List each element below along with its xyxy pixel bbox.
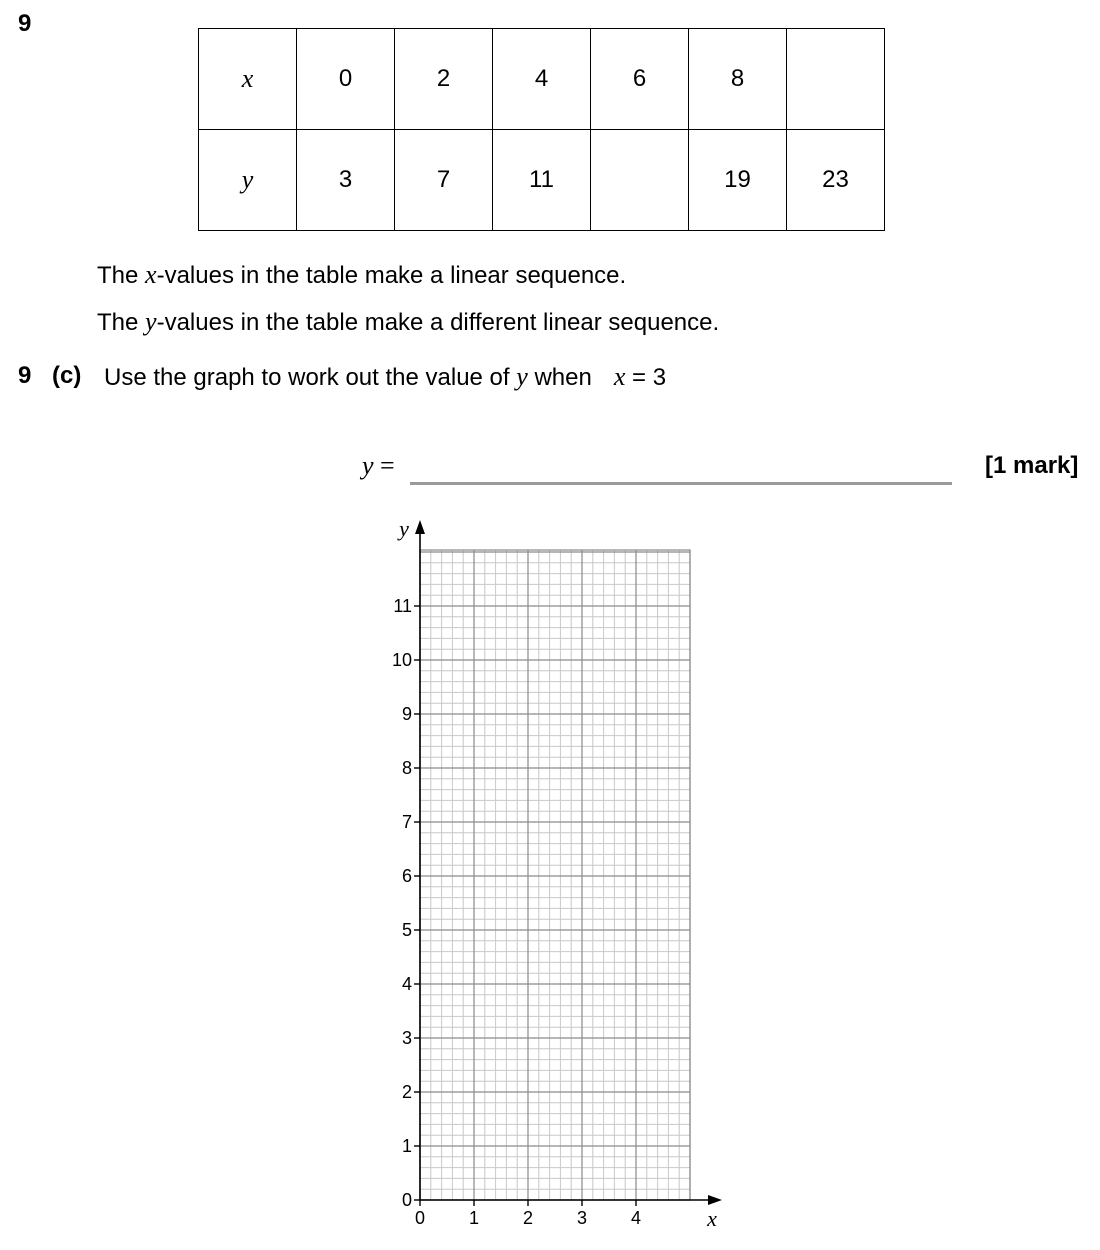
table-cell: 8	[689, 29, 787, 130]
part-question	[104, 362, 666, 392]
statement-y-values	[97, 307, 719, 337]
equals-sign: =	[373, 451, 395, 480]
table-cell-blank	[787, 29, 885, 130]
question-number: 9	[18, 10, 32, 37]
table-row-x	[199, 29, 885, 130]
y-tick-label: 1	[401, 1136, 412, 1156]
table-row-y	[199, 130, 885, 231]
variable-y: y	[145, 307, 157, 336]
variable-y: y	[516, 362, 528, 391]
statement-text: -values in the table make a different linear sequence.	[156, 309, 720, 336]
y-tick-label: 3	[401, 1028, 412, 1048]
table-cell: 3	[297, 130, 395, 231]
table-cell-blank	[591, 130, 689, 231]
table-cell: 11	[493, 130, 591, 231]
x-tick-label: 1	[468, 1208, 480, 1228]
statement-text: The	[97, 309, 146, 336]
x-tick-label: 0	[414, 1208, 426, 1228]
y-tick-label: 5	[401, 920, 412, 940]
y-axis-label: y	[399, 516, 409, 541]
table-cell: 19	[689, 130, 787, 231]
answer-label	[362, 450, 395, 481]
variable-x: x	[145, 260, 157, 289]
values-table	[198, 28, 885, 231]
part-number: 9	[18, 362, 32, 389]
y-tick-label: 6	[401, 866, 412, 886]
part-letter: (c)	[52, 362, 82, 389]
statement-text: The	[97, 262, 146, 289]
y-tick-label: 0	[401, 1190, 412, 1210]
x-axis-label: x	[707, 1206, 717, 1231]
x-tick-label: 2	[522, 1208, 534, 1228]
table-cell: 6	[591, 29, 689, 130]
x-tick-label: 4	[630, 1208, 642, 1228]
table-cell: 4	[493, 29, 591, 130]
table-cell: 23	[787, 130, 885, 231]
variable-x: x	[613, 362, 626, 391]
y-tick-label: 2	[401, 1082, 412, 1102]
y-tick-label: 4	[401, 974, 412, 994]
statement-x-values	[97, 260, 626, 290]
statement-text: -values in the table make a linear sequence.	[156, 262, 627, 289]
question-text: = 3	[625, 364, 667, 391]
x-tick-label: 3	[576, 1208, 588, 1228]
table-cell: 7	[395, 130, 493, 231]
answer-line[interactable]	[410, 482, 952, 485]
y-tick-label: 8	[401, 758, 412, 778]
y-tick-label: 7	[401, 812, 412, 832]
variable-y: y	[362, 451, 374, 480]
graph-grid[interactable]	[350, 510, 730, 1240]
row-header-x: x	[199, 29, 297, 130]
marks-label: [1 mark]	[985, 452, 1079, 479]
question-text: when	[527, 364, 592, 391]
row-header-y: y	[199, 130, 297, 231]
table-cell: 2	[395, 29, 493, 130]
question-text: Use the graph to work out the value of	[104, 364, 517, 391]
y-tick-label: 9	[401, 704, 412, 724]
x-axis-arrow	[708, 1195, 722, 1205]
y-tick-label: 10	[391, 650, 412, 670]
y-tick-label: 11	[393, 596, 412, 616]
table-cell: 0	[297, 29, 395, 130]
y-axis-arrow	[415, 520, 425, 534]
